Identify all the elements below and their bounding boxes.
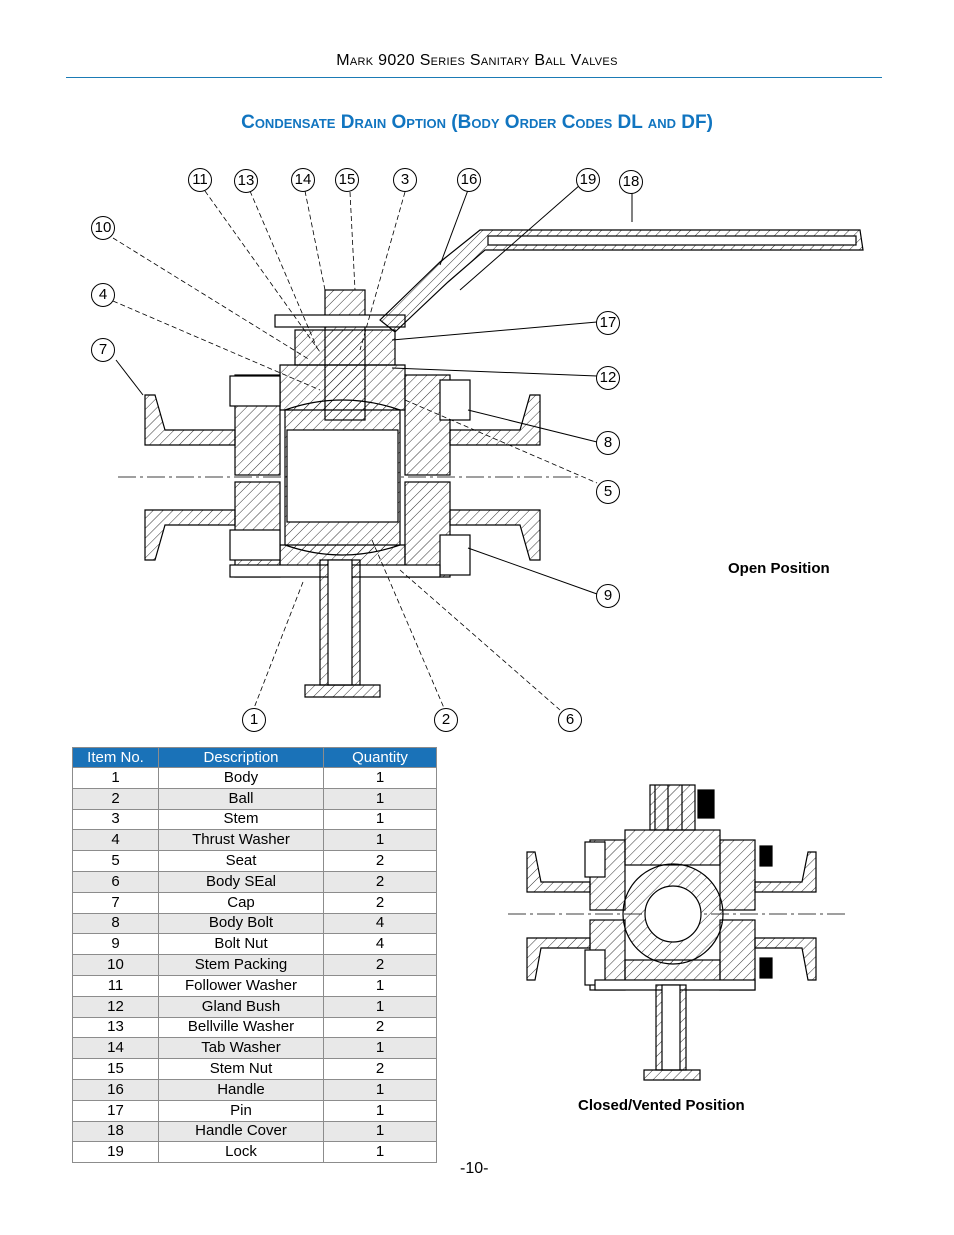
section-title: Condensate Drain Option (Body Order Codes DL and DF) [241, 112, 713, 133]
description-cell: Ball [159, 788, 324, 809]
page-number: -10- [460, 1160, 489, 1177]
column-header-description: Description [159, 748, 324, 768]
quantity-cell: 1 [324, 1121, 437, 1142]
table-row [73, 892, 437, 913]
table-row [73, 913, 437, 934]
quantity-cell: 1 [324, 1079, 437, 1100]
table-row [73, 1038, 437, 1059]
quantity-cell: 1 [324, 1038, 437, 1059]
quantity-cell: 1 [324, 830, 437, 851]
item-no-cell: 7 [73, 892, 159, 913]
quantity-cell: 2 [324, 871, 437, 892]
description-cell: Body Bolt [159, 913, 324, 934]
item-no-cell: 18 [73, 1121, 159, 1142]
callout-17: 17 [596, 311, 620, 335]
table-row [73, 809, 437, 830]
quantity-cell: 1 [324, 996, 437, 1017]
item-no-cell: 12 [73, 996, 159, 1017]
item-no-cell: 19 [73, 1142, 159, 1163]
callout-12: 12 [596, 366, 620, 390]
description-cell: Seat [159, 851, 324, 872]
running-header: Mark 9020 Series Sanitary Ball Valves [336, 52, 618, 69]
description-cell: Tab Washer [159, 1038, 324, 1059]
quantity-cell: 4 [324, 913, 437, 934]
description-cell: Stem [159, 809, 324, 830]
parts-table-body [73, 768, 437, 1163]
table-row [73, 768, 437, 789]
table-row [73, 830, 437, 851]
quantity-cell: 1 [324, 1100, 437, 1121]
callout-16: 16 [457, 168, 481, 192]
callout-18: 18 [619, 170, 643, 194]
description-cell: Thrust Washer [159, 830, 324, 851]
item-no-cell: 13 [73, 1017, 159, 1038]
item-no-cell: 17 [73, 1100, 159, 1121]
quantity-cell: 1 [324, 788, 437, 809]
callout-7: 7 [91, 338, 115, 362]
table-row [73, 851, 437, 872]
table-row [73, 975, 437, 996]
table-row [73, 996, 437, 1017]
description-cell: Stem Nut [159, 1059, 324, 1080]
callout-3: 3 [393, 168, 417, 192]
description-cell: Gland Bush [159, 996, 324, 1017]
description-cell: Body [159, 768, 324, 789]
quantity-cell: 2 [324, 892, 437, 913]
description-cell: Body SEal [159, 871, 324, 892]
item-no-cell: 5 [73, 851, 159, 872]
quantity-cell: 1 [324, 809, 437, 830]
item-no-cell: 2 [73, 788, 159, 809]
item-no-cell: 4 [73, 830, 159, 851]
item-no-cell: 11 [73, 975, 159, 996]
table-row [73, 1100, 437, 1121]
open-position-label: Open Position [728, 560, 830, 577]
quantity-cell: 1 [324, 975, 437, 996]
callout-9: 9 [596, 584, 620, 608]
callout-8: 8 [596, 431, 620, 455]
table-row [73, 934, 437, 955]
table-header-row [73, 748, 437, 768]
description-cell: Bellville Washer [159, 1017, 324, 1038]
callout-19: 19 [576, 168, 600, 192]
callout-6: 6 [558, 708, 582, 732]
quantity-cell: 2 [324, 955, 437, 976]
description-cell: Handle [159, 1079, 324, 1100]
item-no-cell: 9 [73, 934, 159, 955]
table-row [73, 788, 437, 809]
table-row [73, 1017, 437, 1038]
closed-position-label: Closed/Vented Position [578, 1097, 745, 1114]
description-cell: Stem Packing [159, 955, 324, 976]
description-cell: Handle Cover [159, 1121, 324, 1142]
description-cell: Lock [159, 1142, 324, 1163]
callout-4: 4 [91, 283, 115, 307]
callout-15: 15 [335, 168, 359, 192]
item-no-cell: 6 [73, 871, 159, 892]
quantity-cell: 2 [324, 1059, 437, 1080]
item-no-cell: 16 [73, 1079, 159, 1100]
table-row [73, 1142, 437, 1163]
description-cell: Follower Washer [159, 975, 324, 996]
item-no-cell: 15 [73, 1059, 159, 1080]
item-no-cell: 14 [73, 1038, 159, 1059]
description-cell: Bolt Nut [159, 934, 324, 955]
callout-2: 2 [434, 708, 458, 732]
item-no-cell: 3 [73, 809, 159, 830]
callout-10: 10 [91, 216, 115, 240]
callout-14: 14 [291, 168, 315, 192]
table-row [73, 1121, 437, 1142]
table-row [73, 1059, 437, 1080]
quantity-cell: 1 [324, 1142, 437, 1163]
item-no-cell: 10 [73, 955, 159, 976]
table-row [73, 1079, 437, 1100]
table-row [73, 871, 437, 892]
description-cell: Pin [159, 1100, 324, 1121]
table-row [73, 955, 437, 976]
callout-5: 5 [596, 480, 620, 504]
callout-13: 13 [234, 169, 258, 193]
parts-table [72, 747, 437, 1163]
item-no-cell: 8 [73, 913, 159, 934]
quantity-cell: 1 [324, 768, 437, 789]
callout-1: 1 [242, 708, 266, 732]
column-header-quantity: Quantity [324, 748, 437, 768]
description-cell: Cap [159, 892, 324, 913]
quantity-cell: 4 [324, 934, 437, 955]
item-no-cell: 1 [73, 768, 159, 789]
column-header-item-no: Item No. [73, 748, 159, 768]
callout-11: 11 [188, 168, 212, 192]
quantity-cell: 2 [324, 1017, 437, 1038]
quantity-cell: 2 [324, 851, 437, 872]
